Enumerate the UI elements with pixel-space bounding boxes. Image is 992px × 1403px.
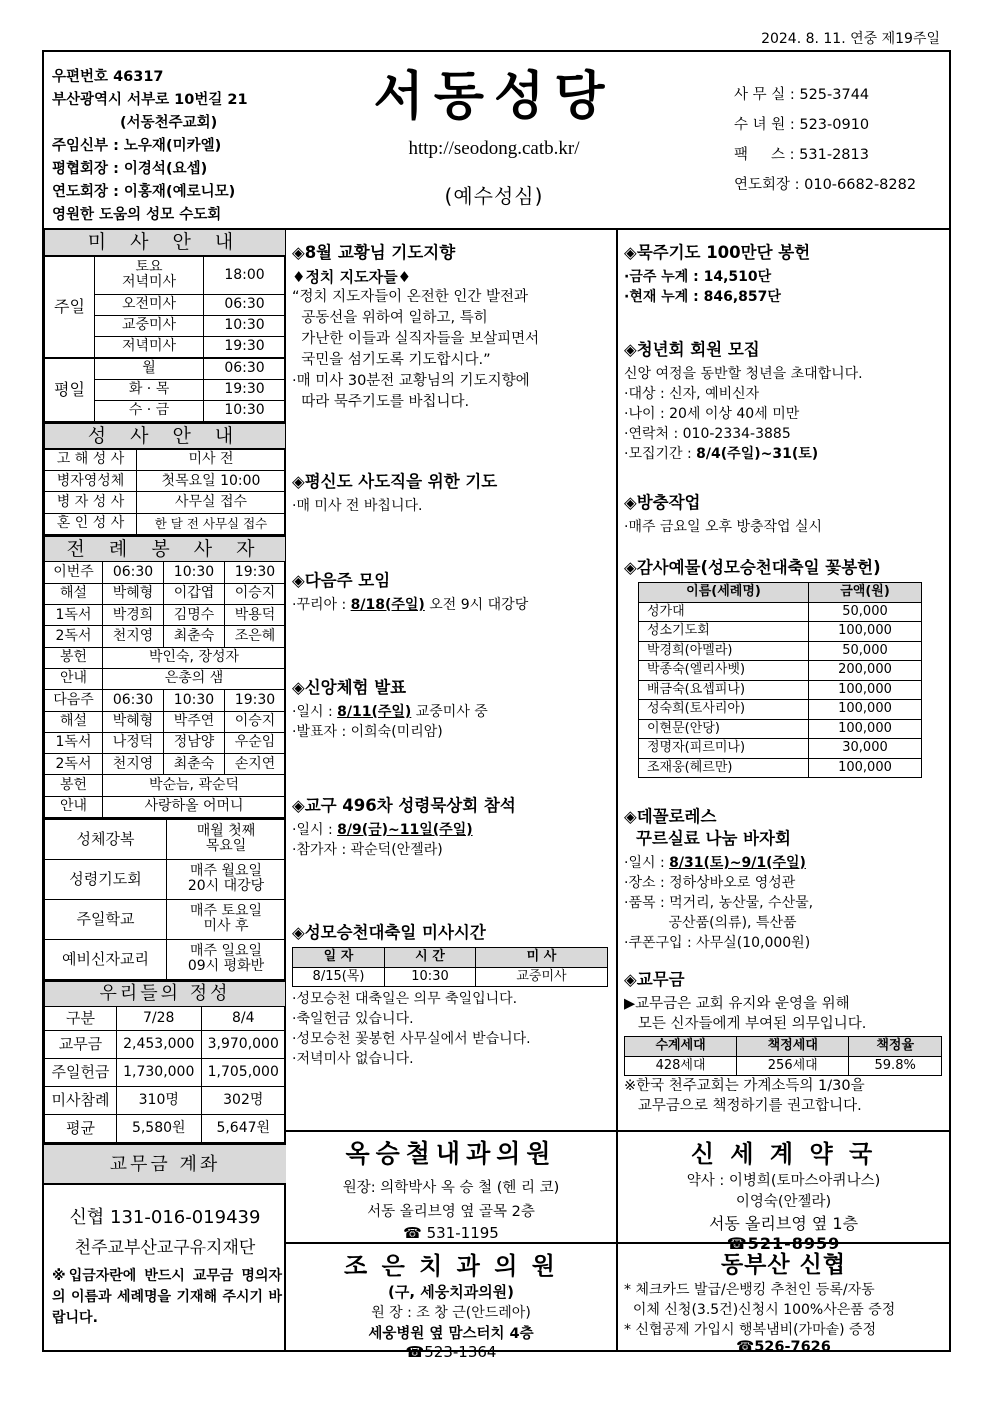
clinic-doctor: 원장: 의학박사 옥 승 철 (헨 리 코) bbox=[342, 1180, 560, 1196]
clinic-phone: ☎ 531-1195 bbox=[403, 1224, 499, 1242]
event-time: 매월 첫째 목요일 bbox=[167, 819, 286, 859]
server-role: 안내 bbox=[45, 668, 103, 689]
server-role: 2독서 bbox=[45, 626, 103, 647]
dental-former-name: (구, 세웅치과의원) bbox=[387, 1283, 515, 1301]
server-cell: 박경희 bbox=[103, 605, 164, 626]
credit-union-line: * 체크카드 발급/은뱅킹 추천인 등록/자동 bbox=[624, 1282, 875, 1298]
dues-text: ▶교무금은 교회 유지와 운영을 위해 모든 신자들에게 부여된 의무입니다. bbox=[624, 996, 867, 1032]
apostolate-title: ◈평신도 사도직을 위한 기도 bbox=[292, 472, 498, 491]
offering-label: 평균 bbox=[45, 1115, 117, 1143]
mass-name: 저녁미사 bbox=[95, 337, 204, 358]
server-cell: 김명수 bbox=[163, 605, 224, 626]
donor: 이현문(안당) bbox=[639, 719, 809, 739]
faith-date-line bbox=[292, 702, 612, 722]
server-cell: 조은혜 bbox=[224, 626, 285, 647]
assumption-note: ·저녁미사 없습니다. bbox=[292, 1051, 414, 1067]
amount: 100,000 bbox=[809, 758, 922, 778]
pope-quote: “정치 지도자들이 온전한 인간 발전과 공동선을 위하여 일하고, 특히 가난한 이들과 실직자들을 보살피면서 국민을 섬기도록 기도합시다.” bbox=[292, 289, 540, 368]
amount: 100,000 bbox=[809, 719, 922, 739]
server-cell: 19:30 bbox=[224, 562, 285, 583]
dental-director: 원 장 : 조 창 근(안드레아) bbox=[371, 1305, 531, 1321]
donor: 정명자(피르미나) bbox=[639, 739, 809, 759]
dental-address: 세웅병원 옆 맘스터치 4층 bbox=[368, 1326, 534, 1342]
bazaar-date-line bbox=[624, 853, 949, 873]
sacrament-name: 병자영성체 bbox=[45, 471, 137, 492]
offering-label: 주일헌금 bbox=[45, 1059, 117, 1087]
youth-period: 8/4(주일)~31(토) bbox=[696, 446, 819, 462]
account-number: 신협 131-016-019439 bbox=[69, 1207, 261, 1229]
offering-value: 3,970,000 bbox=[201, 1031, 286, 1059]
rosary-week: ·금주 누계 : 14,510단 bbox=[624, 269, 772, 285]
server-cell: 은총의 샘 bbox=[103, 668, 286, 689]
pope-intention bbox=[292, 242, 612, 413]
retreat-title: ◈교구 496차 성령묵상회 참석 bbox=[292, 796, 516, 815]
server-cell: 이승지 bbox=[224, 583, 285, 604]
purgatory-president: 연도회장 : 이홍재(예로니모) bbox=[52, 184, 236, 200]
amount: 30,000 bbox=[809, 739, 922, 759]
credit-union-line: * 신협공제 가입시 행복냄비(가마솥) 증정 bbox=[624, 1322, 877, 1338]
event-time: 매주 토요일 미사 후 bbox=[167, 899, 286, 939]
server-cell: 이승지 bbox=[224, 711, 285, 732]
bulletin-date: 2024. 8. 11. 연중 제19주일 bbox=[761, 31, 940, 47]
dues-cell: 428세대 bbox=[625, 1056, 737, 1076]
offering-head: 구분 bbox=[45, 1007, 117, 1031]
pest-control bbox=[624, 492, 949, 537]
dues-head: 책정율 bbox=[849, 1037, 942, 1057]
mass-time: 06:30 bbox=[204, 294, 286, 315]
server-cell: 최춘숙 bbox=[163, 754, 224, 775]
assumption-cell: 교중미사 bbox=[476, 967, 608, 987]
mass-name: 토요 저녁미사 bbox=[95, 256, 204, 294]
assumption-title: ◈성모승천대축일 미사시간 bbox=[292, 923, 486, 942]
offering-table bbox=[44, 980, 286, 1144]
mass-day: 수 · 금 bbox=[95, 400, 204, 421]
mass-time: 18:00 bbox=[204, 256, 286, 294]
offering-value: 1,705,000 bbox=[201, 1059, 286, 1087]
assumption-mass bbox=[292, 922, 612, 1069]
retreat-label: ·일시 : bbox=[292, 822, 338, 838]
offering-label: 미사참례 bbox=[45, 1087, 117, 1115]
youth-period-label: ·모집기간 : bbox=[624, 446, 697, 462]
amount: 100,000 bbox=[809, 700, 922, 720]
event-name: 주일학교 bbox=[45, 899, 167, 939]
assumption-note: ·성모승천 대축일은 의무 축일입니다. bbox=[292, 991, 518, 1007]
youth-line: ·대상 : 신자, 예비신자 bbox=[624, 386, 760, 402]
server-cell: 천지영 bbox=[103, 626, 164, 647]
youth-title: ◈청년회 회원 모집 bbox=[624, 340, 760, 359]
address: 부산광역시 서부로 10번길 21 bbox=[52, 92, 248, 108]
server-cell: 06:30 bbox=[103, 562, 164, 583]
offering-label: 교무금 bbox=[45, 1031, 117, 1059]
bazaar-coupon: ·쿠폰구입 : 사무실(10,000원) bbox=[624, 935, 811, 951]
bazaar-subtitle: 꾸르실료 나눔 바자회 bbox=[636, 829, 791, 848]
server-role: 1독서 bbox=[45, 732, 103, 753]
server-cell: 최춘숙 bbox=[163, 626, 224, 647]
assumption-head: 미 사 bbox=[476, 948, 608, 968]
credit-union-name: 동부산 신협 bbox=[720, 1252, 847, 1278]
apostolate-text: ·매 미사 전 바칩니다. bbox=[292, 498, 423, 514]
retreat bbox=[292, 795, 612, 860]
retreat-date: 8/9(금)~11일(주일) bbox=[337, 822, 473, 838]
convent: 영원한 도움의 성모 수도회 bbox=[52, 207, 222, 223]
server-role: 1독서 bbox=[45, 605, 103, 626]
server-cell: 손지연 bbox=[224, 754, 285, 775]
donor: 배금숙(요셉피나) bbox=[639, 680, 809, 700]
office-phone: 사 무 실 : 525-3744 bbox=[734, 87, 870, 103]
server-role: 다음주 bbox=[45, 690, 103, 711]
server-cell: 사랑하올 어머니 bbox=[103, 796, 286, 817]
server-cell: 박혜형 bbox=[103, 711, 164, 732]
mass-table bbox=[44, 230, 286, 422]
mass-time: 19:30 bbox=[204, 337, 286, 358]
pope-subtitle: ♦정치 지도자들♦ bbox=[292, 268, 412, 286]
council-president: 평협회장 : 이경석(요셉) bbox=[52, 161, 208, 177]
event-time: 매주 월요일 20시 대강당 bbox=[167, 859, 286, 899]
pest-title: ◈방충작업 bbox=[624, 493, 701, 512]
purgatory-phone: 연도회장 : 010-6682-8282 bbox=[734, 177, 917, 193]
offering-value: 2,453,000 bbox=[117, 1031, 202, 1059]
credit-union-phone: ☎526-7626 bbox=[736, 1339, 831, 1355]
server-cell: 10:30 bbox=[163, 562, 224, 583]
server-role: 봉헌 bbox=[45, 647, 103, 668]
server-role: 봉헌 bbox=[45, 775, 103, 796]
offering-value: 5,580원 bbox=[117, 1115, 202, 1143]
server-cell: 박인숙, 장성자 bbox=[103, 647, 286, 668]
sacrament-value: 첫목요일 10:00 bbox=[137, 471, 286, 492]
server-cell: 19:30 bbox=[224, 690, 285, 711]
event-name: 성령기도회 bbox=[45, 859, 167, 899]
donor: 박경희(아멜라) bbox=[639, 641, 809, 661]
thanks-head: 금액(원) bbox=[809, 583, 922, 603]
meeting-date: 8/18(주일) bbox=[350, 597, 425, 613]
servers-title: 전 례 봉 사 자 bbox=[45, 536, 286, 562]
sacrament-value: 한 달 전 사무실 접수 bbox=[137, 513, 286, 534]
server-cell: 박주연 bbox=[163, 711, 224, 732]
bazaar-title: ◈데꼴로레스 bbox=[624, 807, 717, 826]
amount: 50,000 bbox=[809, 641, 922, 661]
faith-label: ·일시 : bbox=[292, 704, 338, 720]
ad-credit-union bbox=[618, 1246, 949, 1355]
meeting-place: 오전 9시 대강당 bbox=[424, 597, 529, 613]
server-role: 해설 bbox=[45, 711, 103, 732]
pest-text: ·매주 금요일 오후 방충작업 실시 bbox=[624, 519, 823, 535]
mass-day: 화 · 목 bbox=[95, 379, 204, 400]
assumption-notes bbox=[292, 989, 612, 1069]
pastor: 주임신부 : 노우재(미카엘) bbox=[52, 138, 222, 154]
sunday-label: 주일 bbox=[45, 256, 95, 358]
dues-title: ◈교무금 bbox=[624, 970, 685, 989]
assumption-note: ·축일헌금 있습니다. bbox=[292, 1011, 414, 1027]
server-cell: 박혜형 bbox=[103, 583, 164, 604]
server-cell: 이갑엽 bbox=[163, 583, 224, 604]
server-cell: 박순늠, 곽순덕 bbox=[103, 775, 286, 796]
motto: (예수성심) bbox=[444, 184, 544, 208]
offering-value: 1,730,000 bbox=[117, 1059, 202, 1087]
dues-cell: 59.8% bbox=[849, 1056, 942, 1076]
faith-sharing bbox=[292, 677, 612, 742]
rosary bbox=[624, 242, 949, 307]
bazaar bbox=[624, 806, 949, 953]
server-cell: 나정덕 bbox=[103, 732, 164, 753]
ad-clinic bbox=[286, 1134, 616, 1242]
offering-value: 310명 bbox=[117, 1087, 202, 1115]
server-cell: 천지영 bbox=[103, 754, 164, 775]
retreat-date-line bbox=[292, 820, 612, 840]
sacrament-title: 성 사 안 내 bbox=[45, 423, 286, 449]
dues-head: 책정세대 bbox=[737, 1037, 849, 1057]
donor: 성숙희(토사리아) bbox=[639, 700, 809, 720]
mass-time: 06:30 bbox=[204, 358, 286, 379]
server-role: 2독서 bbox=[45, 754, 103, 775]
thanks-offering bbox=[624, 557, 949, 778]
assumption-cell: 10:30 bbox=[385, 967, 476, 987]
youth-line: ·연락처 : 010-2334-3885 bbox=[624, 426, 791, 442]
server-role: 해설 bbox=[45, 583, 103, 604]
mass-time: 10:30 bbox=[204, 400, 286, 421]
mass-name: 오전미사 bbox=[95, 294, 204, 315]
mass-day: 월 bbox=[95, 358, 204, 379]
assumption-head: 시 간 bbox=[385, 948, 476, 968]
account-note: ※입금자란에 반드시 교무금 명의자의 이름과 세례명을 기재해 주시기 바랍니다. bbox=[52, 1268, 282, 1327]
meeting-label: ·꾸리아 : bbox=[292, 597, 351, 613]
dental-name: 조 은 치 과 의 원 bbox=[344, 1252, 558, 1280]
dues bbox=[624, 969, 949, 1116]
church-name-sub: (서동천주교회) bbox=[120, 115, 218, 131]
apostolate-prayer bbox=[292, 471, 612, 516]
pharmacy-name: 신 세 계 약 국 bbox=[690, 1140, 877, 1168]
pharmacist-1: 약사 : 이병희(토마스아퀴나스) bbox=[686, 1173, 881, 1189]
convent-phone: 수 녀 원 : 523-0910 bbox=[734, 117, 870, 133]
account-box bbox=[44, 1143, 286, 1329]
bulletin-frame bbox=[42, 50, 951, 1361]
faith-speaker: ·발표자 : 이희숙(미리암) bbox=[292, 724, 443, 740]
amount: 50,000 bbox=[809, 602, 922, 622]
mass-time: 19:30 bbox=[204, 379, 286, 400]
event-name: 성체강복 bbox=[45, 819, 167, 859]
donor: 성소기도회 bbox=[639, 622, 809, 642]
server-cell: 10:30 bbox=[163, 690, 224, 711]
meeting-title: ◈다음주 모임 bbox=[292, 571, 391, 590]
server-cell: 우순임 bbox=[224, 732, 285, 753]
donor: 조재웅(헤르만) bbox=[639, 758, 809, 778]
retreat-participant: ·참가자 : 곽순덕(안젤라) bbox=[292, 842, 443, 858]
weekday-label: 평일 bbox=[45, 358, 95, 422]
sacrament-value: 사무실 접수 bbox=[137, 492, 286, 513]
events-table bbox=[44, 818, 286, 980]
clinic-name: 옥승철내과의원 bbox=[345, 1139, 557, 1168]
server-cell: 06:30 bbox=[103, 690, 164, 711]
offering-title: 우리들의 정성 bbox=[45, 981, 286, 1007]
server-role: 이번주 bbox=[45, 562, 103, 583]
mass-time: 10:30 bbox=[204, 315, 286, 336]
sacrament-name: 병 자 성 사 bbox=[45, 492, 137, 513]
parish-info bbox=[52, 66, 248, 227]
header bbox=[44, 52, 949, 230]
page-title: 서동성당 bbox=[373, 66, 615, 127]
youth-period-line bbox=[624, 444, 949, 464]
amount: 200,000 bbox=[809, 661, 922, 681]
rosary-total: ·현재 누계 : 846,857단 bbox=[624, 289, 781, 305]
event-time: 매주 일요일 09시 평화반 bbox=[167, 939, 286, 979]
sacrament-table bbox=[44, 422, 286, 535]
dental-phone: ☎523-1364 bbox=[405, 1343, 497, 1361]
ad-dental bbox=[286, 1246, 616, 1361]
pharmacy-phone: ☎521-8959 bbox=[726, 1234, 841, 1253]
next-meeting bbox=[292, 570, 612, 615]
assumption-head: 일 자 bbox=[293, 948, 385, 968]
divider-ads bbox=[284, 1130, 949, 1132]
server-role: 안내 bbox=[45, 796, 103, 817]
assumption-note: ·성모승천 꽃봉헌 사무실에서 받습니다. bbox=[292, 1031, 531, 1047]
contact-info bbox=[734, 80, 916, 200]
dues-cell: 256세대 bbox=[737, 1056, 849, 1076]
clinic-address: 서동 올리브영 옆 골목 2층 bbox=[367, 1204, 535, 1220]
website-link[interactable]: http://seodong.catb.kr/ bbox=[408, 138, 580, 159]
dues-note: ※한국 천주교회는 가계소득의 1/30을 교무금으로 책정하기를 권고합니다. bbox=[624, 1078, 865, 1114]
server-cell: 박용덕 bbox=[224, 605, 285, 626]
youth-line: ·나이 : 20세 이상 40세 미만 bbox=[624, 406, 800, 422]
bazaar-date: 8/31(토)~9/1(주일) bbox=[669, 855, 806, 871]
pharmacist-2: 이영숙(안젤라) bbox=[735, 1194, 832, 1210]
sacrament-name: 혼 인 성 사 bbox=[45, 513, 137, 534]
mass-name: 교중미사 bbox=[95, 315, 204, 336]
rosary-title: ◈묵주기도 100만단 봉헌 bbox=[624, 243, 811, 262]
pope-title: ◈8월 교황님 기도지향 bbox=[292, 243, 456, 262]
donor: 성가대 bbox=[639, 602, 809, 622]
account-title: 교무금 계좌 bbox=[44, 1145, 286, 1185]
youth-line: 신앙 여정을 동반할 청년을 초대합니다. bbox=[624, 366, 863, 382]
sacrament-name: 고 해 성 사 bbox=[45, 449, 137, 470]
offering-head: 8/4 bbox=[201, 1007, 286, 1031]
event-name: 예비신자교리 bbox=[45, 939, 167, 979]
server-cell: 정남양 bbox=[163, 732, 224, 753]
offering-value: 5,647원 bbox=[201, 1115, 286, 1143]
offering-value: 302명 bbox=[201, 1087, 286, 1115]
account-holder: 천주교부산교구유지재단 bbox=[74, 1238, 256, 1259]
sacrament-value: 미사 전 bbox=[137, 449, 286, 470]
assumption-cell: 8/15(목) bbox=[293, 967, 385, 987]
pharmacy-address: 서동 올리브영 옆 1층 bbox=[708, 1214, 859, 1233]
bazaar-items: ·품목 : 먹거리, 농산물, 수산물, 공산품(의류), 특산품 bbox=[624, 895, 814, 931]
ad-pharmacy bbox=[618, 1134, 949, 1253]
faith-when: 교중미사 중 bbox=[411, 704, 488, 720]
bazaar-place: ·장소 : 정하상바오로 영성관 bbox=[624, 875, 796, 891]
thanks-title: ◈감사예물(성모승천대축일 꽃봉헌) bbox=[624, 558, 881, 577]
right-column bbox=[624, 242, 949, 1116]
dues-head: 수계세대 bbox=[625, 1037, 737, 1057]
left-column bbox=[44, 230, 286, 1329]
meeting-line bbox=[292, 595, 612, 615]
pope-note: ·매 미사 30분전 교황님의 기도지향에 따라 묵주기도를 바칩니다. bbox=[292, 373, 530, 410]
thanks-table bbox=[638, 582, 922, 778]
amount: 100,000 bbox=[809, 680, 922, 700]
postal-code: 우편번호 46317 bbox=[52, 69, 164, 85]
bazaar-date-label: ·일시 : bbox=[624, 855, 670, 871]
amount: 100,000 bbox=[809, 622, 922, 642]
thanks-head: 이름(세례명) bbox=[639, 583, 809, 603]
dues-table bbox=[624, 1036, 942, 1076]
middle-column bbox=[292, 242, 612, 1069]
offering-head: 7/28 bbox=[117, 1007, 202, 1031]
donor: 박종숙(엘리사벳) bbox=[639, 661, 809, 681]
servers-table bbox=[44, 535, 286, 818]
title-block bbox=[344, 64, 644, 209]
credit-union-line: 이체 신청(3.5건)신청시 100%사은품 증정 bbox=[624, 1302, 896, 1318]
faith-title: ◈신앙체험 발표 bbox=[292, 678, 407, 697]
assumption-table bbox=[292, 947, 608, 987]
fax: 팩 스 : 531-2813 bbox=[734, 147, 869, 163]
mass-title: 미 사 안 내 bbox=[45, 230, 286, 256]
youth-recruit bbox=[624, 339, 949, 464]
faith-date: 8/11(주일) bbox=[337, 704, 412, 720]
